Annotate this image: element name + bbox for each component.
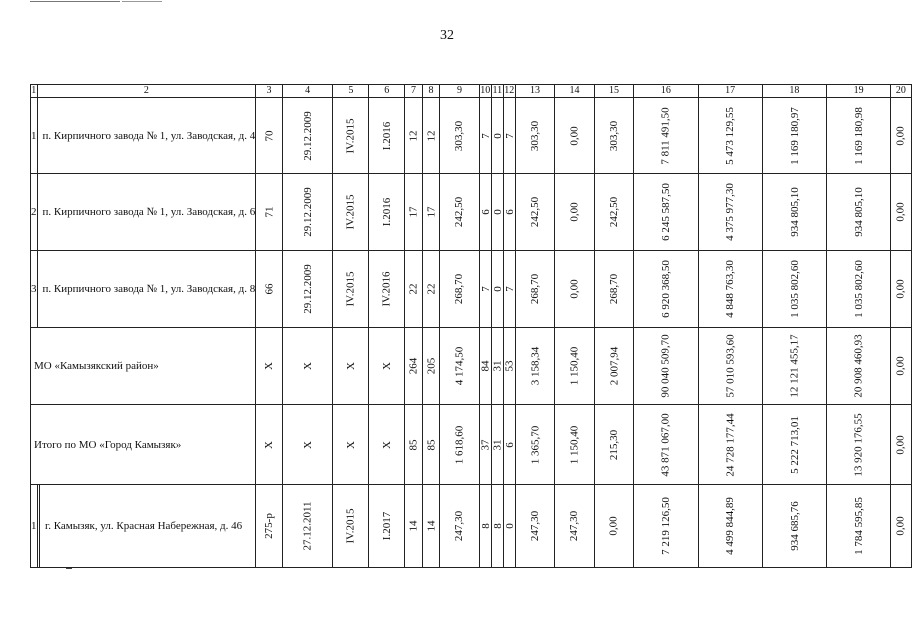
top-rule-secondary bbox=[122, 1, 162, 2]
decision-date: 29.12.2009 bbox=[301, 264, 314, 314]
residents-relocated: 17 bbox=[425, 206, 438, 218]
rooms-private: 31 bbox=[491, 360, 504, 372]
planned-date: X bbox=[344, 362, 357, 370]
area-relocated: 242,50 bbox=[529, 196, 542, 228]
summary-label: МО «Камызякский район» bbox=[31, 328, 256, 405]
area-total: 247,30 bbox=[453, 510, 466, 542]
cost-regional: 12 121 455,17 bbox=[788, 334, 801, 398]
cost-local: 1 035 802,60 bbox=[852, 260, 865, 318]
residents-count: 22 bbox=[407, 283, 420, 295]
residents-count: 85 bbox=[407, 439, 420, 450]
header-cell: 17 bbox=[698, 85, 762, 98]
cost-fund: 4 848 763,30 bbox=[724, 260, 737, 318]
planned-demolition-date: I.2016 bbox=[380, 197, 393, 227]
decision-date: X bbox=[301, 362, 314, 370]
area-relocated: 1 365,70 bbox=[529, 425, 542, 464]
area-total: 303,30 bbox=[453, 120, 466, 151]
residents-count: 17 bbox=[407, 206, 420, 218]
cost-regional: 934 685,76 bbox=[788, 501, 801, 551]
area-municipal: 215,30 bbox=[608, 429, 621, 460]
row-number: 3 bbox=[31, 251, 38, 328]
planned-demolition-date: X bbox=[380, 440, 393, 449]
cost-fund: 4 499 844,89 bbox=[724, 497, 737, 555]
cost-total: 7 811 491,50 bbox=[659, 106, 672, 165]
planned-date: IV.2015 bbox=[344, 118, 357, 153]
area-private: 247,30 bbox=[568, 510, 581, 542]
area-municipal: 242,50 bbox=[608, 196, 621, 228]
header-cell: 8 bbox=[422, 85, 440, 98]
area-total: 268,70 bbox=[453, 273, 466, 305]
header-cell: 14 bbox=[555, 85, 595, 98]
cost-extra: 0,00 bbox=[894, 125, 907, 146]
area-private: 1 150,40 bbox=[568, 346, 581, 386]
area-relocated: 247,30 bbox=[529, 510, 542, 542]
area-municipal: 2 007,94 bbox=[608, 346, 621, 386]
cost-regional: 1 169 180,97 bbox=[788, 106, 801, 165]
table-row bbox=[31, 485, 912, 568]
rooms-total: 7 bbox=[479, 132, 492, 139]
residents-relocated: 205 bbox=[425, 357, 438, 375]
decision-number: X bbox=[263, 362, 276, 370]
rooms-municipal: 6 bbox=[503, 441, 516, 448]
header-cell: 4 bbox=[282, 85, 333, 98]
planned-demolition-date: I.2016 bbox=[380, 121, 393, 150]
header-cell: 2 bbox=[37, 85, 256, 98]
rooms-total: 7 bbox=[479, 286, 492, 292]
rooms-private: 31 bbox=[491, 439, 504, 450]
header-cell: 16 bbox=[634, 85, 698, 98]
residents-count: 12 bbox=[407, 130, 420, 141]
area-relocated: 268,70 bbox=[529, 273, 542, 305]
residents-relocated: 22 bbox=[425, 283, 438, 295]
cost-total: 6 920 368,50 bbox=[659, 260, 672, 318]
area-municipal: 268,70 bbox=[608, 273, 621, 305]
rooms-private: 8 bbox=[491, 523, 504, 529]
top-rule bbox=[30, 1, 120, 2]
planned-date: IV.2015 bbox=[344, 508, 357, 544]
cost-extra: 0,00 bbox=[894, 516, 907, 536]
cost-fund: 5 473 129,55 bbox=[724, 106, 737, 165]
header-cell: 18 bbox=[762, 85, 826, 98]
row-number: 2 bbox=[31, 174, 38, 251]
address-cell: г. Камызяк, ул. Красная Набережная, д. 46 bbox=[39, 485, 255, 568]
area-municipal: 0,00 bbox=[608, 516, 621, 536]
rooms-total: 84 bbox=[479, 360, 492, 372]
header-cell: 7 bbox=[405, 85, 423, 98]
row-number: 1 bbox=[31, 98, 38, 174]
header-row bbox=[31, 85, 912, 98]
cost-extra: 0,00 bbox=[894, 434, 907, 455]
planned-demolition-date: IV.2016 bbox=[380, 271, 393, 307]
rooms-total: 8 bbox=[479, 523, 492, 529]
header-cell: 15 bbox=[594, 85, 634, 98]
residents-count: 264 bbox=[407, 357, 420, 375]
table-row bbox=[31, 174, 912, 251]
area-private: 0,00 bbox=[568, 125, 581, 146]
decision-number: 70 bbox=[263, 130, 276, 141]
header-cell: 13 bbox=[515, 85, 555, 98]
header-cell: 5 bbox=[333, 85, 369, 98]
area-private: 0,00 bbox=[568, 279, 581, 299]
decision-date: 29.12.2009 bbox=[301, 187, 314, 237]
rooms-municipal: 0 bbox=[503, 523, 516, 529]
cost-total: 43 871 067,00 bbox=[659, 412, 672, 477]
area-total: 4 174,50 bbox=[453, 346, 466, 386]
decision-date: 29.12.2009 bbox=[301, 110, 314, 161]
decision-date: X bbox=[301, 440, 314, 449]
cost-total: 6 245 587,50 bbox=[659, 183, 672, 241]
header-cell: 20 bbox=[891, 85, 911, 98]
decision-number: 71 bbox=[263, 206, 276, 218]
rooms-private: 0 bbox=[491, 286, 504, 292]
rooms-total: 37 bbox=[479, 439, 492, 450]
table-row bbox=[31, 98, 912, 174]
residents-count: 14 bbox=[407, 520, 420, 532]
rooms-total: 6 bbox=[479, 209, 492, 215]
header-cell: 9 bbox=[440, 85, 480, 98]
area-relocated: 303,30 bbox=[529, 120, 542, 151]
cost-fund: 24 728 177,44 bbox=[724, 412, 737, 477]
address-cell: п. Кирпичного завода № 1, ул. Заводская, д. 6 bbox=[37, 174, 256, 251]
residents-relocated: 12 bbox=[425, 130, 438, 141]
planned-date: IV.2015 bbox=[344, 271, 357, 307]
cost-regional: 1 035 802,60 bbox=[788, 260, 801, 318]
header-cell: 6 bbox=[369, 85, 405, 98]
cost-fund: 4 375 977,30 bbox=[724, 183, 737, 241]
header-cell: 11 bbox=[492, 85, 503, 96]
cost-extra: 0,00 bbox=[894, 202, 907, 222]
cost-local: 13 920 176,55 bbox=[852, 412, 865, 477]
residents-relocated: 14 bbox=[425, 520, 438, 532]
cost-local: 1 169 180,98 bbox=[852, 106, 865, 165]
header-cell: 3 bbox=[256, 85, 283, 98]
summary-label: Итого по МО «Город Камызяк» bbox=[31, 405, 256, 485]
header-cell: 10 bbox=[480, 85, 491, 96]
header-cell: 12 bbox=[504, 85, 515, 96]
rooms-private: 0 bbox=[491, 132, 504, 139]
decision-number: 66 bbox=[263, 283, 276, 295]
decision-number: 275-р bbox=[263, 513, 276, 539]
address-cell: п. Кирпичного завода № 1, ул. Заводская, д. 4 bbox=[37, 98, 256, 174]
cost-fund: 57 010 593,60 bbox=[724, 334, 737, 398]
cost-local: 934 805,10 bbox=[852, 187, 865, 237]
planned-date: IV.2015 bbox=[344, 194, 357, 230]
cost-local: 20 908 460,93 bbox=[852, 334, 865, 398]
area-total: 242,50 bbox=[453, 196, 466, 228]
cost-regional: 5 222 713,01 bbox=[788, 415, 801, 474]
cost-total: 90 040 509,70 bbox=[659, 334, 672, 398]
rooms-municipal: 53 bbox=[503, 360, 516, 372]
table-row bbox=[31, 251, 912, 328]
planned-demolition-date: X bbox=[380, 362, 393, 370]
address-cell: п. Кирпичного завода № 1, ул. Заводская, д. 8 bbox=[37, 251, 256, 328]
header-cell: 1 bbox=[31, 85, 37, 96]
summary-row bbox=[31, 328, 912, 405]
decision-number: X bbox=[263, 440, 276, 449]
cost-local: 1 784 595,85 bbox=[852, 497, 865, 555]
header-cell: 19 bbox=[827, 85, 891, 98]
cost-regional: 934 805,10 bbox=[788, 187, 801, 237]
summary-row bbox=[31, 405, 912, 485]
area-municipal: 303,30 bbox=[608, 120, 621, 151]
data-table bbox=[30, 84, 912, 568]
bottom-mark bbox=[66, 568, 72, 569]
area-total: 1 618,60 bbox=[453, 425, 466, 464]
cost-total: 7 219 126,50 bbox=[659, 497, 672, 555]
cost-extra: 0,00 bbox=[894, 279, 907, 299]
area-relocated: 3 158,34 bbox=[529, 346, 542, 386]
planned-demolition-date: I.2017 bbox=[380, 511, 393, 541]
area-private: 1 150,40 bbox=[568, 425, 581, 464]
cost-extra: 0,00 bbox=[894, 356, 907, 376]
rooms-municipal: 6 bbox=[503, 209, 516, 215]
area-private: 0,00 bbox=[568, 202, 581, 222]
decision-date: 27.12.2011 bbox=[301, 501, 314, 551]
rooms-municipal: 7 bbox=[503, 132, 516, 139]
residents-relocated: 85 bbox=[425, 439, 438, 450]
rooms-private: 0 bbox=[491, 209, 504, 215]
planned-date: X bbox=[344, 440, 357, 449]
rooms-municipal: 7 bbox=[503, 286, 516, 292]
row-number: 1 bbox=[31, 485, 38, 568]
page-number: 32 bbox=[440, 28, 454, 43]
